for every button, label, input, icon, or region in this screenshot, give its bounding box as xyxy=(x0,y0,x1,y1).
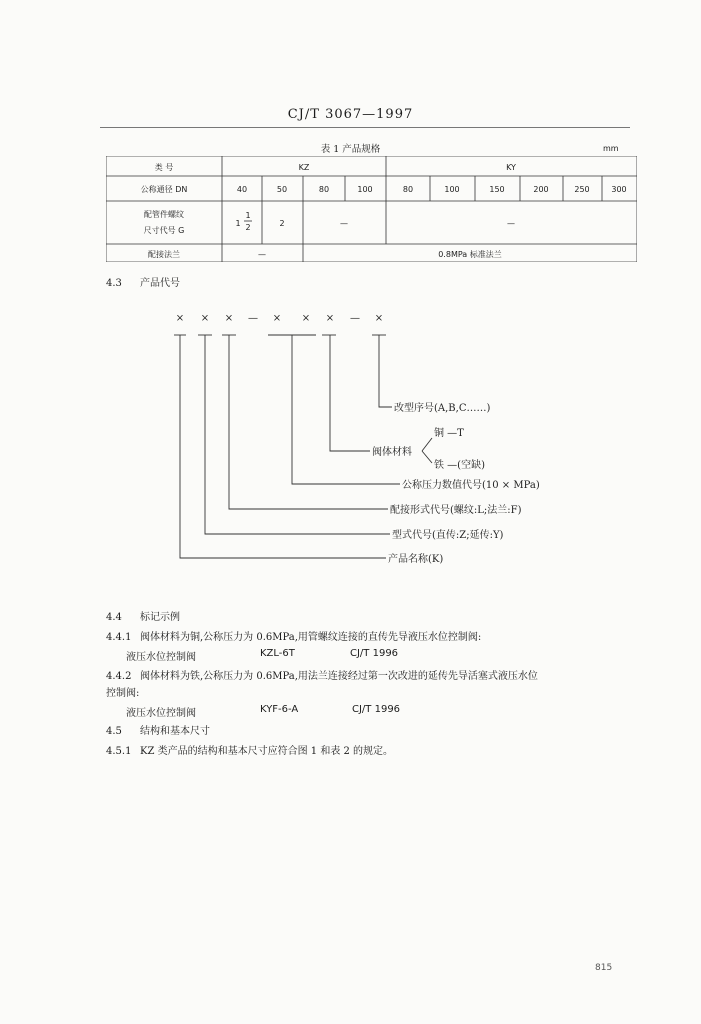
section-number: 4.5 xyxy=(106,726,122,737)
document-header-title: CJ/T 3067—1997 xyxy=(287,107,414,122)
section-4-4-2-text-cont: 控制阀: xyxy=(106,688,140,699)
section-number: 4.4 xyxy=(106,612,122,623)
table-dn-cell: 80 xyxy=(402,185,414,194)
section-4-5-heading xyxy=(106,722,210,737)
table-dn-cell: 80 xyxy=(318,185,330,194)
table-type-ky: KY xyxy=(506,163,516,172)
table-dn-cell: 50 xyxy=(276,185,288,194)
table-dn-cell: 250 xyxy=(574,185,590,194)
label-revision-code: 改型序号(A,B,C……) xyxy=(394,403,491,414)
section-number: 4.4.1 xyxy=(106,632,132,643)
label-connection-code: 配接形式代号(螺纹:L;法兰:F) xyxy=(390,505,522,516)
section-4-5-1-text xyxy=(106,742,393,757)
table-flange-value: 0.8MPa 标准法兰 xyxy=(438,250,502,259)
product-spec-table xyxy=(106,156,637,262)
section-4-4-2-text xyxy=(106,667,538,682)
code-char: × xyxy=(374,313,384,324)
table-thread-dash-kz: — xyxy=(340,219,348,228)
example-product-name: 液压水位控制阀 xyxy=(126,708,196,719)
table-dn-label: 公称通径 DN xyxy=(140,185,188,194)
table-dn-cell: 100 xyxy=(357,185,373,194)
example-product-name: 液压水位控制阀 xyxy=(126,652,196,663)
table-type-kz: KZ xyxy=(298,163,310,172)
code-separator: — xyxy=(350,313,360,324)
table-dn-cell: 40 xyxy=(236,185,248,194)
code-char: × xyxy=(200,313,210,324)
table-thread-dash-ky: — xyxy=(507,219,515,228)
section-4-4-1-text xyxy=(106,628,481,643)
table-dn-cell: 100 xyxy=(444,185,460,194)
example-code: KYF-6-A xyxy=(260,704,299,715)
label-model-code: 型式代号(直传:Z;延传:Y) xyxy=(392,530,504,541)
section-text: 阀体材料为铁,公称压力为 0.6MPa,用法兰连接经过第一次改进的延传先导活塞式液压水位 xyxy=(140,671,538,682)
table-thread-numerator: 1 xyxy=(245,211,251,220)
table-thread-cell: 2 xyxy=(279,219,285,228)
label-body-material: 阀体材料 xyxy=(372,447,412,458)
code-char: × xyxy=(175,313,185,324)
table-dn-cell: 150 xyxy=(489,185,505,194)
table-dn-cell: 200 xyxy=(533,185,549,194)
table-flange-dash: — xyxy=(258,250,266,259)
section-4-3-heading xyxy=(106,274,180,289)
example-code: KZL-6T xyxy=(260,648,295,659)
code-char: × xyxy=(224,313,234,324)
section-number: 4.5.1 xyxy=(106,746,132,757)
code-char: × xyxy=(301,313,311,324)
section-number: 4.3 xyxy=(106,278,122,289)
code-char: × xyxy=(272,313,282,324)
label-pressure-code: 公称压力数值代号(10 × MPa) xyxy=(402,480,540,491)
table-thread-whole: 1 xyxy=(235,219,241,228)
section-number: 4.4.2 xyxy=(106,671,132,682)
section-title: 产品代号 xyxy=(140,278,180,289)
header-rule xyxy=(100,127,630,128)
table-thread-denominator: 2 xyxy=(245,223,251,232)
section-text: 阀体材料为铜,公称压力为 0.6MPa,用管螺纹连接的直传先导液压水位控制阀: xyxy=(140,632,482,643)
example-standard: CJ/T 1996 xyxy=(350,648,399,659)
section-title: 结构和基本尺寸 xyxy=(140,726,210,737)
table-thread-label-2: 尺寸代号 G xyxy=(143,226,185,235)
table-thread-label-1: 配管件螺纹 xyxy=(144,210,184,219)
section-4-4-heading xyxy=(106,608,180,623)
page-number: 815 xyxy=(595,963,613,973)
label-product-name: 产品名称(K) xyxy=(388,554,444,565)
code-separator: — xyxy=(248,313,258,324)
table-dn-cell: 300 xyxy=(611,185,627,194)
product-code-diagram xyxy=(160,305,580,573)
section-text: KZ 类产品的结构和基本尺寸应符合图 1 和表 2 的规定。 xyxy=(140,746,394,757)
table-unit: mm xyxy=(603,144,619,153)
label-material-iron: 铁 —(空缺) xyxy=(434,460,485,471)
example-standard: CJ/T 1996 xyxy=(352,704,401,715)
table-flange-label: 配接法兰 xyxy=(148,250,180,259)
table-caption: 表 1 产品规格 xyxy=(320,144,381,155)
label-material-copper: 铜 —T xyxy=(434,428,464,439)
section-title: 标记示例 xyxy=(140,612,180,623)
table-type-label: 类 号 xyxy=(154,163,174,172)
code-char: × xyxy=(325,313,335,324)
